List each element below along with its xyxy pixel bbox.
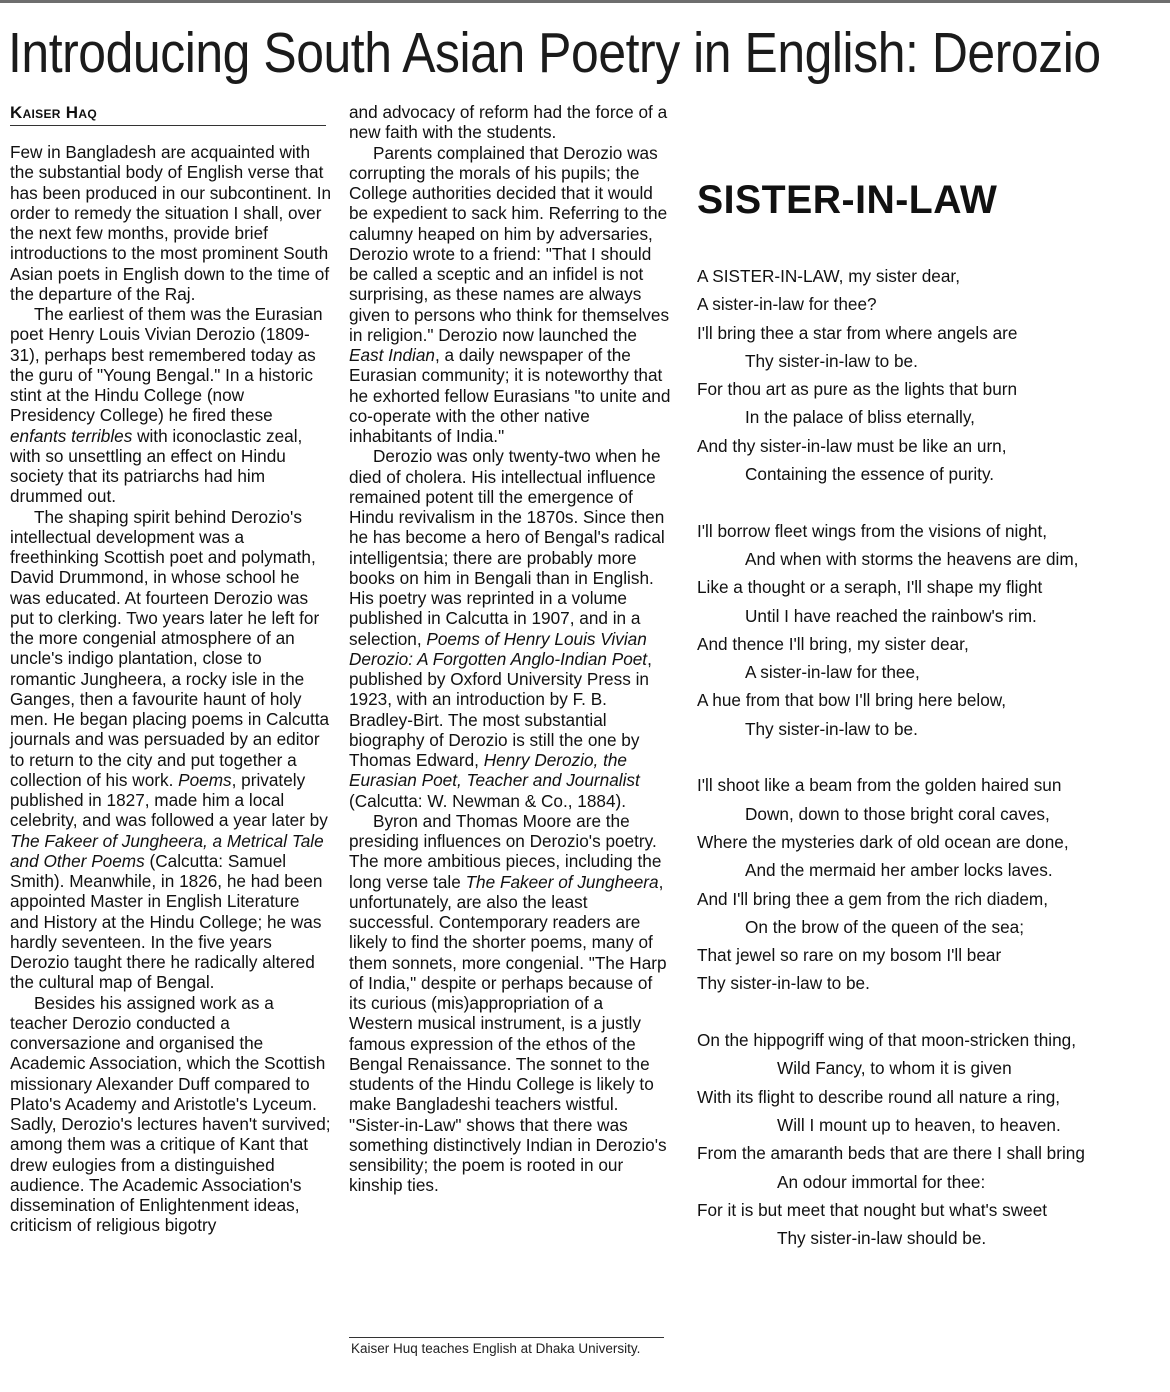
poem-line: I'll shoot like a beam from the golden haired sun (697, 775, 1062, 796)
italic-title: East Indian (349, 345, 435, 365)
paragraph: Parents complained that Derozio was corrupting the morals of his pupils; the College authorities decided that it would be expedient to sack him. Referring to the calumny heaped on him by adversaries, Derozio wrote to a friend: "That I should be called a sceptic and an infidel is not surprising, as these names are always given to persons who think for themselves in religion." Derozio now launched the East Indian, a daily newspaper of the Eurasian community; it is noteworthy that he exhorted fellow Eurasians "to unite and co-operate with the other native inhabitants of India." (349, 142, 671, 446)
italic-title: Henry Derozio, the Eurasian Poet, Teacher and Journalist (349, 750, 640, 791)
author-bio: Kaiser Huq teaches English at Dhaka University. (351, 1341, 641, 1356)
poem-stanza (697, 262, 1167, 488)
poem-line: Down, down to those bright coral caves, (745, 803, 1050, 824)
poem-line: Thy sister-in-law to be. (745, 718, 918, 739)
poem-line: A hue from that bow I'll bring here below, (697, 690, 1007, 711)
italic-title: Poems (178, 769, 232, 790)
poem-line: With its flight to describe round all nature a ring, (697, 1086, 1061, 1107)
poem-line: Thy sister-in-law to be. (697, 973, 870, 994)
article-headline: Introducing South Asian Poetry in English: Derozio (8, 21, 1101, 85)
poem-line: I'll bring thee a star from where angels are (697, 322, 1018, 343)
poem-line: A SISTER-IN-LAW, my sister dear, (697, 266, 960, 286)
poem-line: Where the mysteries dark of old ocean are done, (697, 831, 1069, 852)
poem-line: That jewel so rare on my bosom I'll bear (697, 945, 1002, 966)
poem-line: For thou art as pure as the lights that burn (697, 379, 1018, 400)
paragraph: Besides his assigned work as a teacher Derozio conducted a conversazione and organised the Academic Association, which the Scottish missionary Alexander Duff compared to Plato's Academy and Aristotle's Lyceum. Sadly, Derozio's lectures haven't survived; among them was a critique of Kant that drew eulogies from a distinguished audience. The Academic Association's dissemination of Enlightenment ideas, criticism of religious bigotry (10, 992, 331, 1236)
poem-line: A sister-in-law for thee? (697, 294, 877, 315)
poem-line: Wild Fancy, to whom it is given (777, 1058, 1012, 1079)
paragraph: The earliest of them was the Eurasian poet Henry Louis Vivian Derozio (1809-31), perhaps best remembered today as the guru of "Young Bengal." In a historic stint at the Hindu College (now Presidency College) he fired these enfants terribles with iconoclastic zeal, with so unsettling an effect on Hindu society that its patriarchs had him drummed out. (10, 304, 323, 507)
paragraph: Byron and Thomas Moore are the presiding influences on Derozio's poetry. The more ambitious pieces, including the long verse tale The Fakeer of Jungheera, unfortunately, are also the least successful. Contemporary readers are likely to find the shorter poems, many of them sonnets, more congenial. "The Harp of India," despite or perhaps because of its curious (mis)appropriation of a Western musical instrument, is a justly famous expression of the ethos of the Bengal Renaissance. The sonnet to the students of the Hindu College is likely to make Bangladeshi teachers wistful. "Sister-in-Law" shows that there was something distinctively Indian in Derozio's sensibility; the poem is rooted in our kinship ties. (349, 810, 667, 1196)
paragraph: The shaping spirit behind Derozio's intellectual development was a freethinking Scottish poet and polymath, David Drummond, in whose school he was educated. At fourteen Derozio was put to clerking. Two years later he left for the more congenial atmosphere of an uncle's indigo plantation, close to romantic Jungheera, a rocky isle in the Ganges, then a favourite haunt of holy men. He began placing poems in Calcutta journals and was persuaded by an editor to return to the city and put together a collection of his work. Poems, privately published in 1827, made him a local celebrity, and was followed a year later by The Fakeer of Jungheera, a Metrical Tale and Other Poems (Calcutta: Samuel Smith). Meanwhile, in 1826, he had been appointed Master in English Literature and History at the Hindu College; he was hardly seventeen. In the five years Derozio taught there he radically altered the cultural map of Bengal. (10, 506, 330, 993)
italic-title: enfants terribles (10, 425, 133, 446)
poem-line: From the amaranth beds that are there I shall bring (697, 1143, 1085, 1164)
paragraph: and advocacy of reform had the force of a new faith with the students. (349, 102, 668, 143)
poem-line: An odour immortal for thee: (777, 1171, 986, 1192)
poem-line: A sister-in-law for thee, (745, 662, 920, 683)
poem-line: Containing the essence of purity. (745, 464, 995, 485)
footer-rule (349, 1337, 664, 1338)
italic-title: The Fakeer of Jungheera, a Metrical Tale and Other Poems (10, 830, 324, 871)
paragraph: Derozio was only twenty-two when he died of cholera. His intellectual influence remained potent till the emergence of Hindu revivalism in the 1870s. Since then he has become a hero of Bengal's radical intelligentsia; there are probably more books on him in Bengali than in English. His poetry was reprinted in a volume published in Calcutta in 1907, and in a selection, Poems of Henry Louis Vivian Derozio: A Forgotten Anglo-Indian Poet, published by Oxford University Press in 1923, with an introduction by F. B. Bradley-Birt. The most substantial biography of Derozio is still the one by Thomas Edward, Henry Derozio, the Eurasian Poet, Teacher and Journalist (Calcutta: W. Newman & Co., 1884). (349, 446, 665, 811)
poem-line: Will I mount up to heaven, to heaven. (777, 1114, 1061, 1135)
poem-line: On the brow of the queen of the sea; (745, 916, 1025, 937)
poem-line: On the hippogriff wing of that moon-stricken thing, (697, 1030, 1076, 1051)
paragraph: Few in Bangladesh are acquainted with the substantial body of English verse that has been produced in our subcontinent. In order to remedy the situation I shall, over the next few months, provide brief introductions to the most prominent South Asian poets in English down to the time of the departure of the Raj. (10, 142, 332, 304)
poem-line: Thy sister-in-law to be. (745, 350, 918, 371)
poem-line: Until I have reached the rainbow's rim. (745, 605, 1037, 626)
poem-line: And the mermaid her amber locks laves. (745, 860, 1053, 881)
poem-line: And when with storms the heavens are dim, (745, 548, 1079, 569)
poem-body (697, 262, 1167, 1281)
poem-line: And thy sister-in-law must be like an urn, (697, 435, 1007, 456)
poem-stanza (697, 771, 1167, 997)
top-rule (0, 0, 1170, 3)
italic-title: Poems of Henry Louis Vivian Derozio: A Forgotten Anglo-Indian Poet (349, 628, 648, 669)
poem-title: SISTER-IN-LAW (697, 178, 998, 222)
poem-line: For it is but meet that nought but what's sweet (697, 1199, 1048, 1220)
poem-line: Like a thought or a seraph, I'll shape my flight (697, 577, 1043, 598)
poem-line: Thy sister-in-law should be. (777, 1228, 987, 1249)
poem-stanza (697, 1026, 1167, 1252)
poem-line: And I'll bring thee a gem from the rich diadem, (697, 888, 1049, 909)
poem-line: I'll borrow fleet wings from the visions of night, (697, 520, 1048, 541)
italic-title: The Fakeer of Jungheera (465, 871, 659, 892)
author-byline: Kaiser Haq (10, 102, 326, 126)
poem-stanza (697, 517, 1167, 743)
article-column-1 (10, 142, 332, 1236)
poem-line: And thence I'll bring, my sister dear, (697, 633, 969, 654)
poem-line: In the palace of bliss eternally, (745, 407, 975, 428)
article-column-2 (349, 102, 671, 1196)
